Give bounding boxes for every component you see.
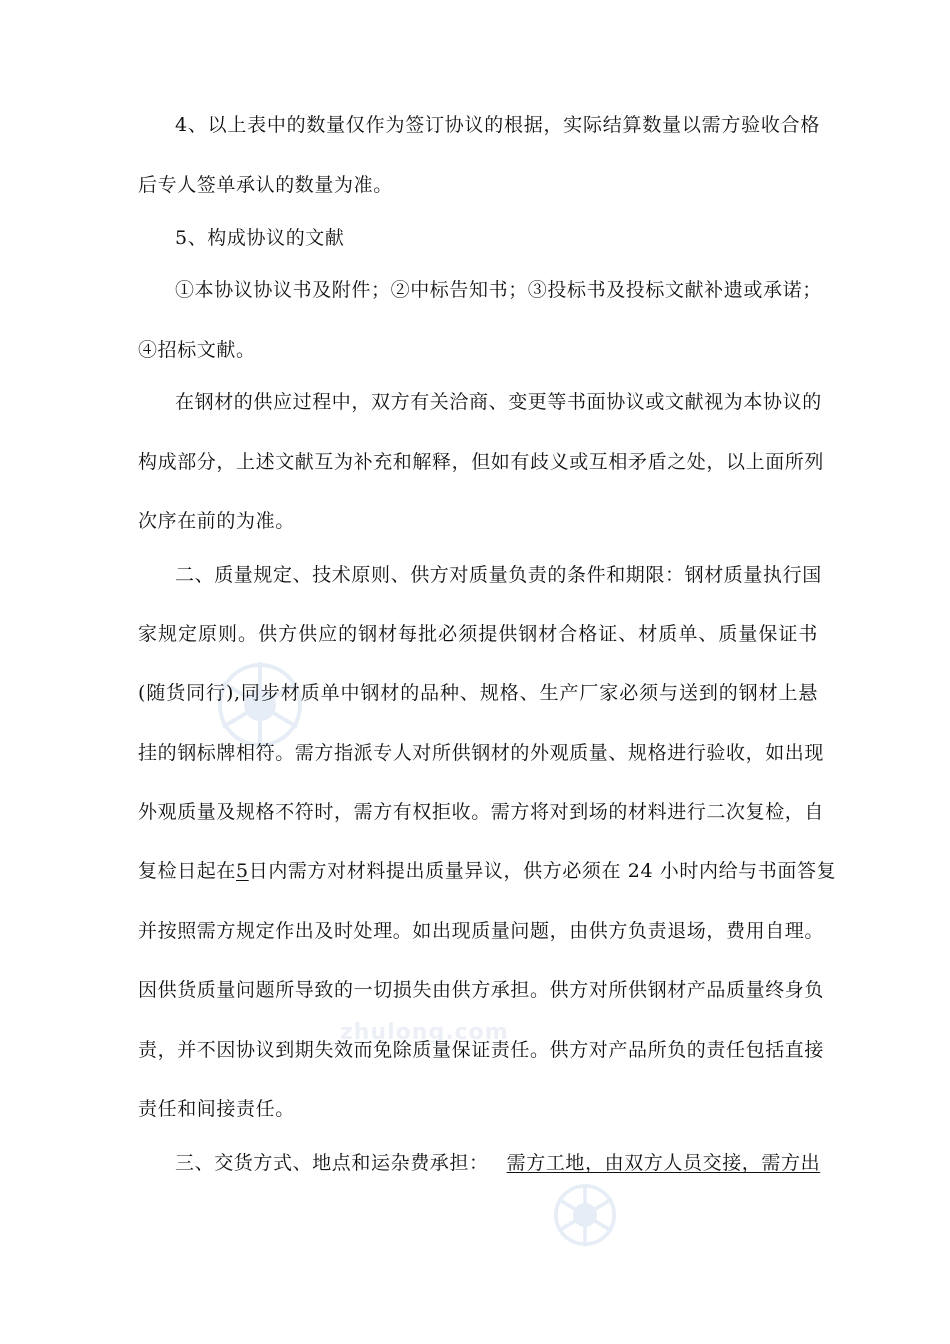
section-2-line-4: 挂的钢标牌相符。需方指派专人对所供钢材的外观质量、规格进行验收，如出现 — [138, 742, 825, 764]
item-5-heading: 5、构成协议的文献 — [175, 227, 345, 249]
item-5-list-line-1: ①本协议协议书及附件；②中标告知书；③投标书及投标文献补遗或承诺； — [175, 279, 822, 301]
section-2-line-1: 二、质量规定、技术原则、供方对质量负责的条件和期限：钢材质量执行国 — [175, 564, 822, 586]
section-2-line-6 — [138, 859, 837, 883]
item-4-line-2: 后专人签单承认的数量为准。 — [138, 174, 393, 196]
watermark-text: zhulong.com — [340, 1020, 509, 1045]
section-3-line-1 — [175, 1151, 820, 1175]
section-2-line-8: 因供货质量问题所导致的一切损失由供方承担。供方对所供钢材产品质量终身负 — [138, 979, 825, 1001]
section-2-line-5: 外观质量及规格不符时，需方有权拒收。需方将对到场的材料进行二次复检，自 — [138, 801, 825, 823]
delivery-location-value: 需方工地，由双方人员交接，需方出 — [506, 1152, 821, 1174]
section-2-line-10: 责任和间接责任。 — [138, 1098, 295, 1120]
section-3-heading: 三、交货方式、地点和运杂费承担： — [175, 1152, 489, 1174]
inspection-days-value: 5 — [236, 860, 249, 882]
section-2-line-7: 并按照需方规定作出及时处理。如出现质量问题，由供方负责退场，费用自理。 — [138, 920, 825, 942]
watermark-flake-icon — [545, 1175, 625, 1255]
precedence-line-2: 构成部分，上述文献互为补充和解释，但如有歧义或互相矛盾之处，以上面所列 — [138, 451, 825, 473]
section-2-line-2: 家规定原则。供方供应的钢材每批必须提供钢材合格证、材质单、质量保证书 — [138, 623, 818, 645]
section-2-line-3: (随货同行),同步材质单中钢材的品种、规格、生产厂家必须与送到的钢材上悬 — [138, 682, 818, 704]
precedence-line-3: 次序在前的为准。 — [138, 510, 295, 532]
item-4-line-1: 4、以上表中的数量仅作为签订协议的根据，实际结算数量以需方验收合格 — [175, 114, 820, 136]
section-2-line-6-end: 日内需方对材料提出质量异议，供方必须在 24 小时内给与书面答复 — [248, 860, 837, 882]
section-2-line-6-start: 复检日起在 — [138, 860, 237, 882]
section-2-line-9: 责，并不因协议到期失效而免除质量保证责任。供方对产品所负的责任包括直接 — [138, 1039, 825, 1061]
precedence-line-1: 在钢材的供应过程中，双方有关洽商、变更等书面协议或文献视为本协议的 — [175, 391, 822, 413]
item-5-list-line-2: ④招标文献。 — [138, 339, 256, 361]
